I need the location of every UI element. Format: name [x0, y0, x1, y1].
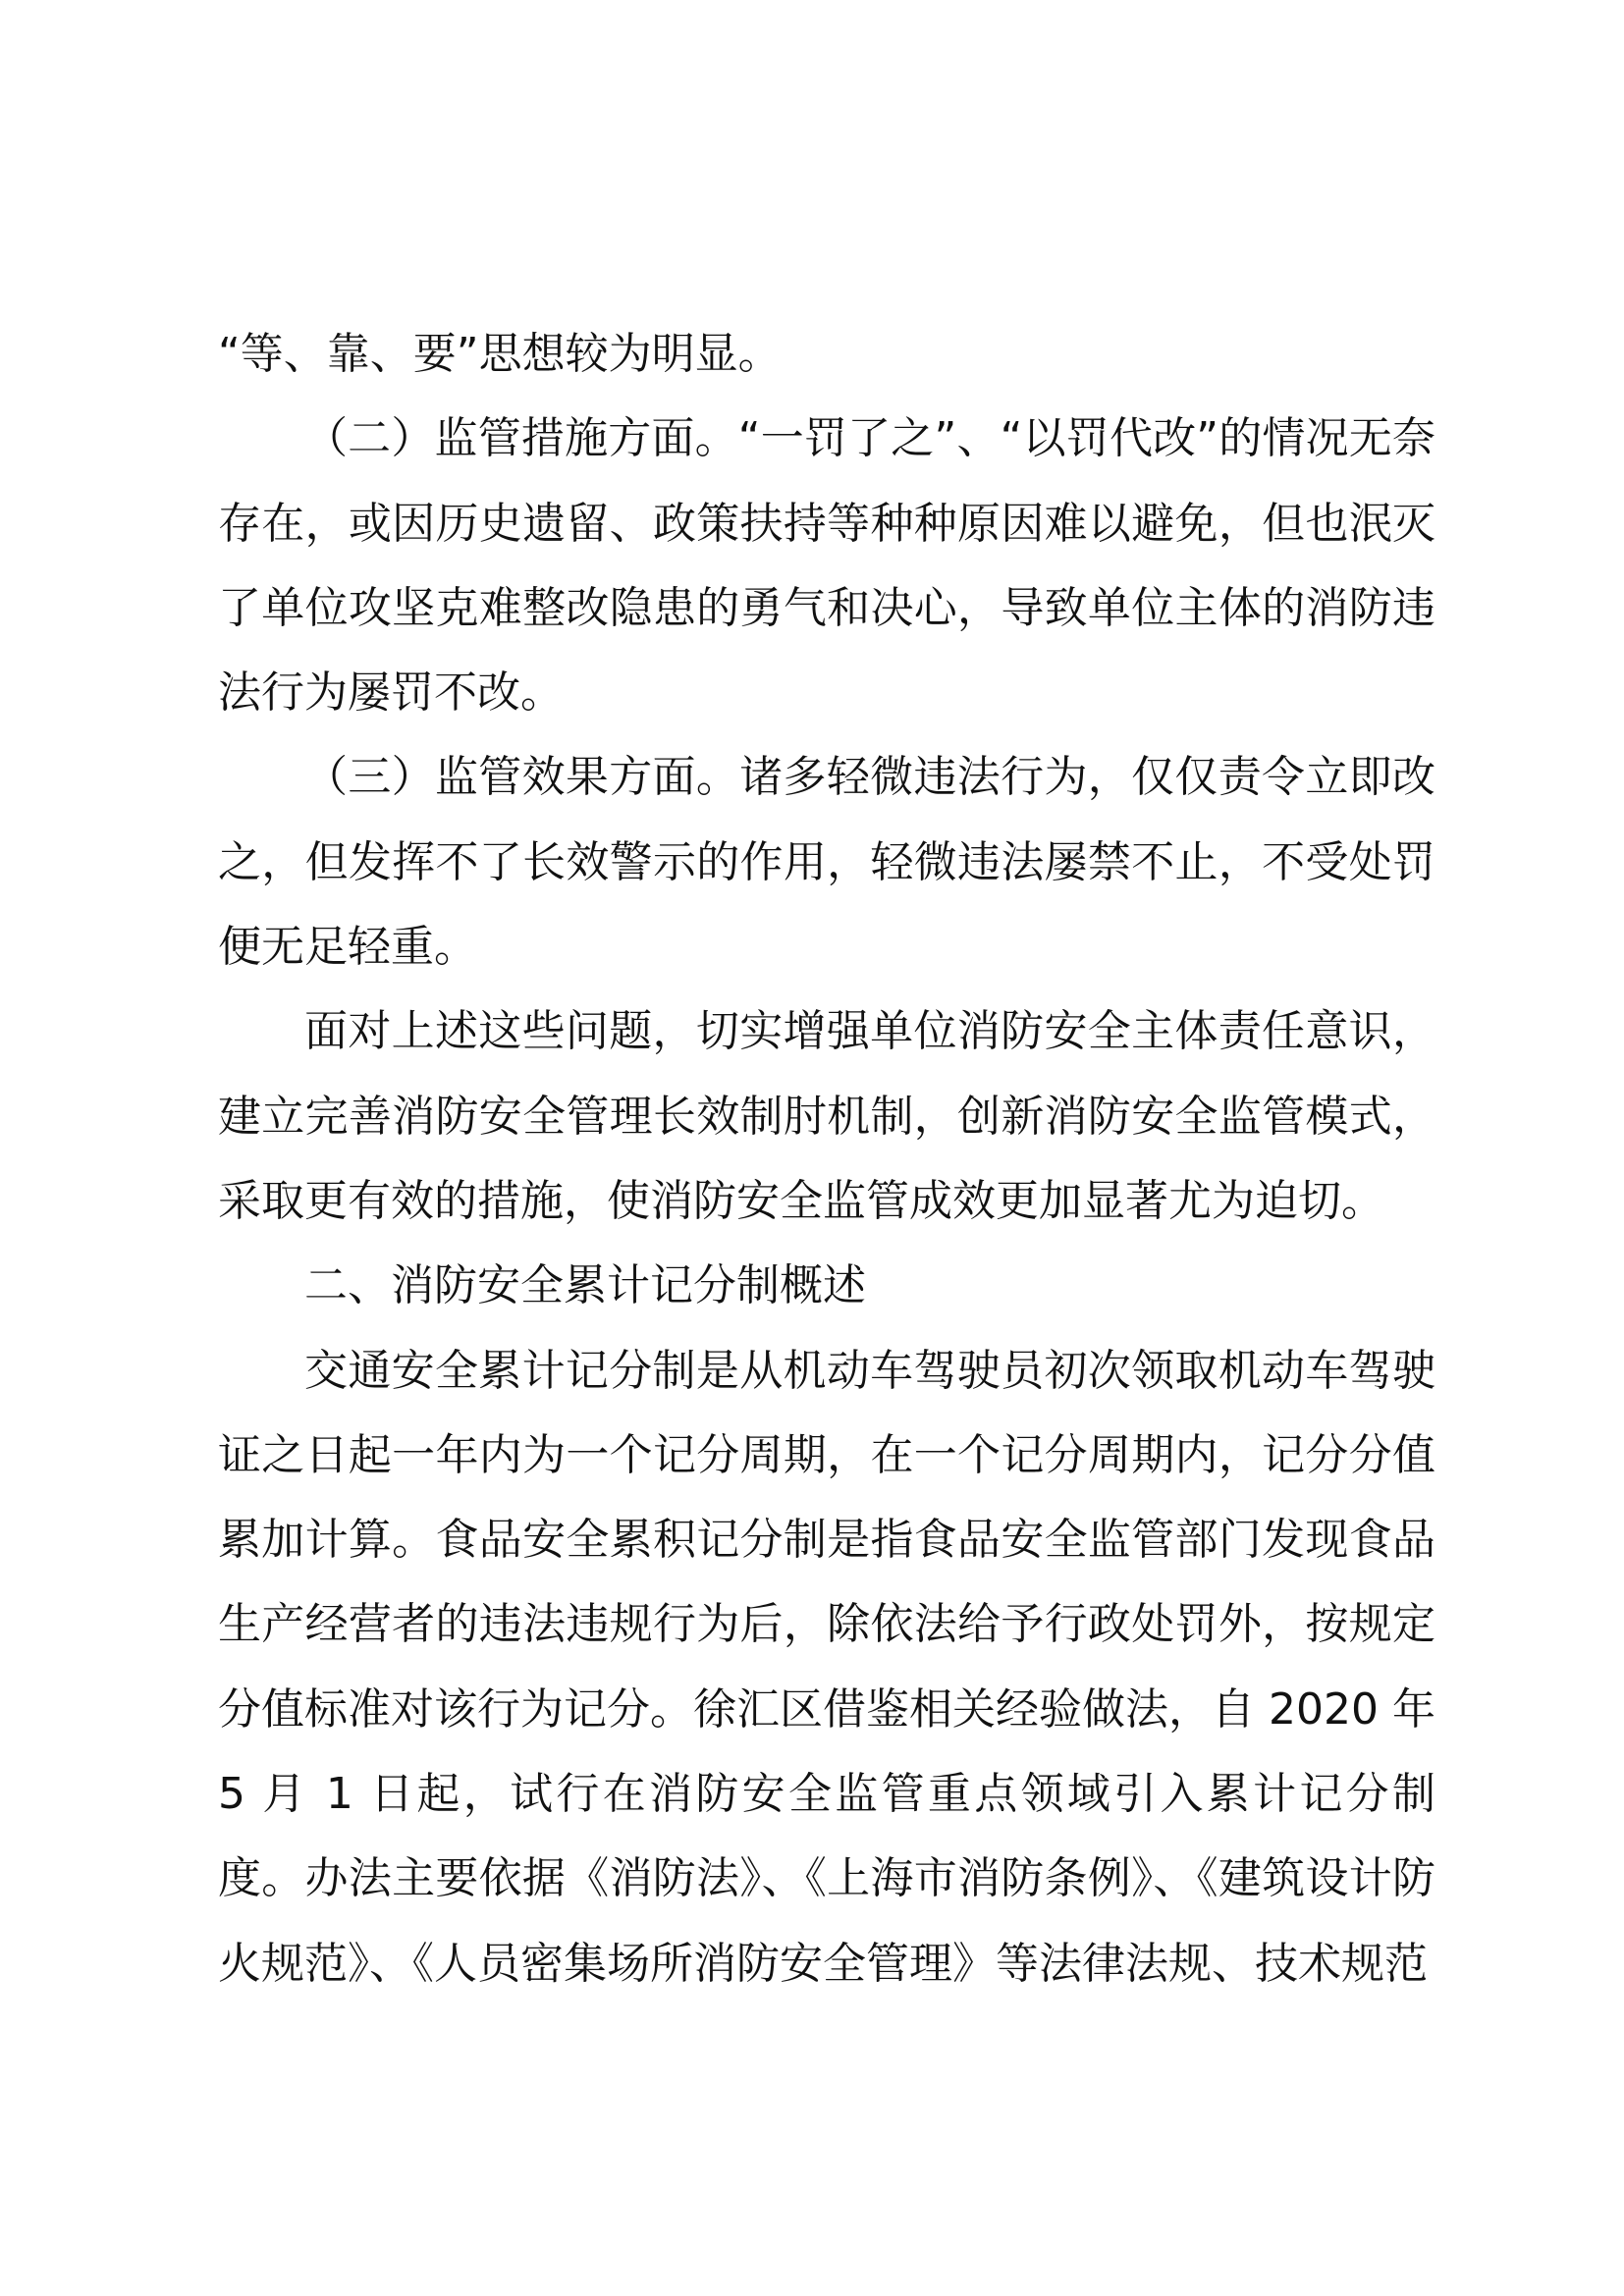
paragraph-problem-summary: 面对上述这些问题，切实增强单位消防安全主体责任意识，建立完善消防安全管理长效制肘机制，创新消防安全监管模式，采取更有效的措施，使消防安全监管成效更加显著尤为迫切。: [218, 1006, 1435, 1226]
paragraph-continuation: “等、靠、要”思想较为明显。: [218, 329, 782, 379]
section-heading-overview: 二、消防安全累计记分制概述: [304, 1260, 866, 1311]
document-body: [218, 312, 1435, 2006]
paragraph-supervision-effects: （三）监管效果方面。诸多轻微违法行为，仅仅责令立即改之，但发挥不了长效警示的作用，轻微违法屡禁不止，不受处罚便无足轻重。: [218, 752, 1435, 973]
paragraph-scoring-system: 交通安全累计记分制是从机动车驾驶员初次领取机动车驾驶证之日起一年内为一个记分周期，在一个记分周期内，记分分值累加计算。食品安全累积记分制是指食品安全监管部门发现食品生产经营者的违法违规行为后，除依法给予行政处罚外，按规定分值标准对该行为记分。徐汇区借鉴相关经验做法，自 2020 年 5 月 1 日起，试行在消防安全监管重点领域引入累计记分制度。办法主要依据《消防法》、《上海市消防条例》、《建筑设计防火规范》、《人员密集场所消防安全管理》等法律法规、技术规范: [218, 1345, 1435, 1989]
paragraph-supervision-measures: （二）监管措施方面。“一罚了之”、“以罚代改”的情况无奈存在，或因历史遗留、政策扶持等种种原因难以避免，但也泯灭了单位攻坚克难整改隐患的勇气和决心，导致单位主体的消防违法行为屡罚不改。: [218, 413, 1435, 719]
